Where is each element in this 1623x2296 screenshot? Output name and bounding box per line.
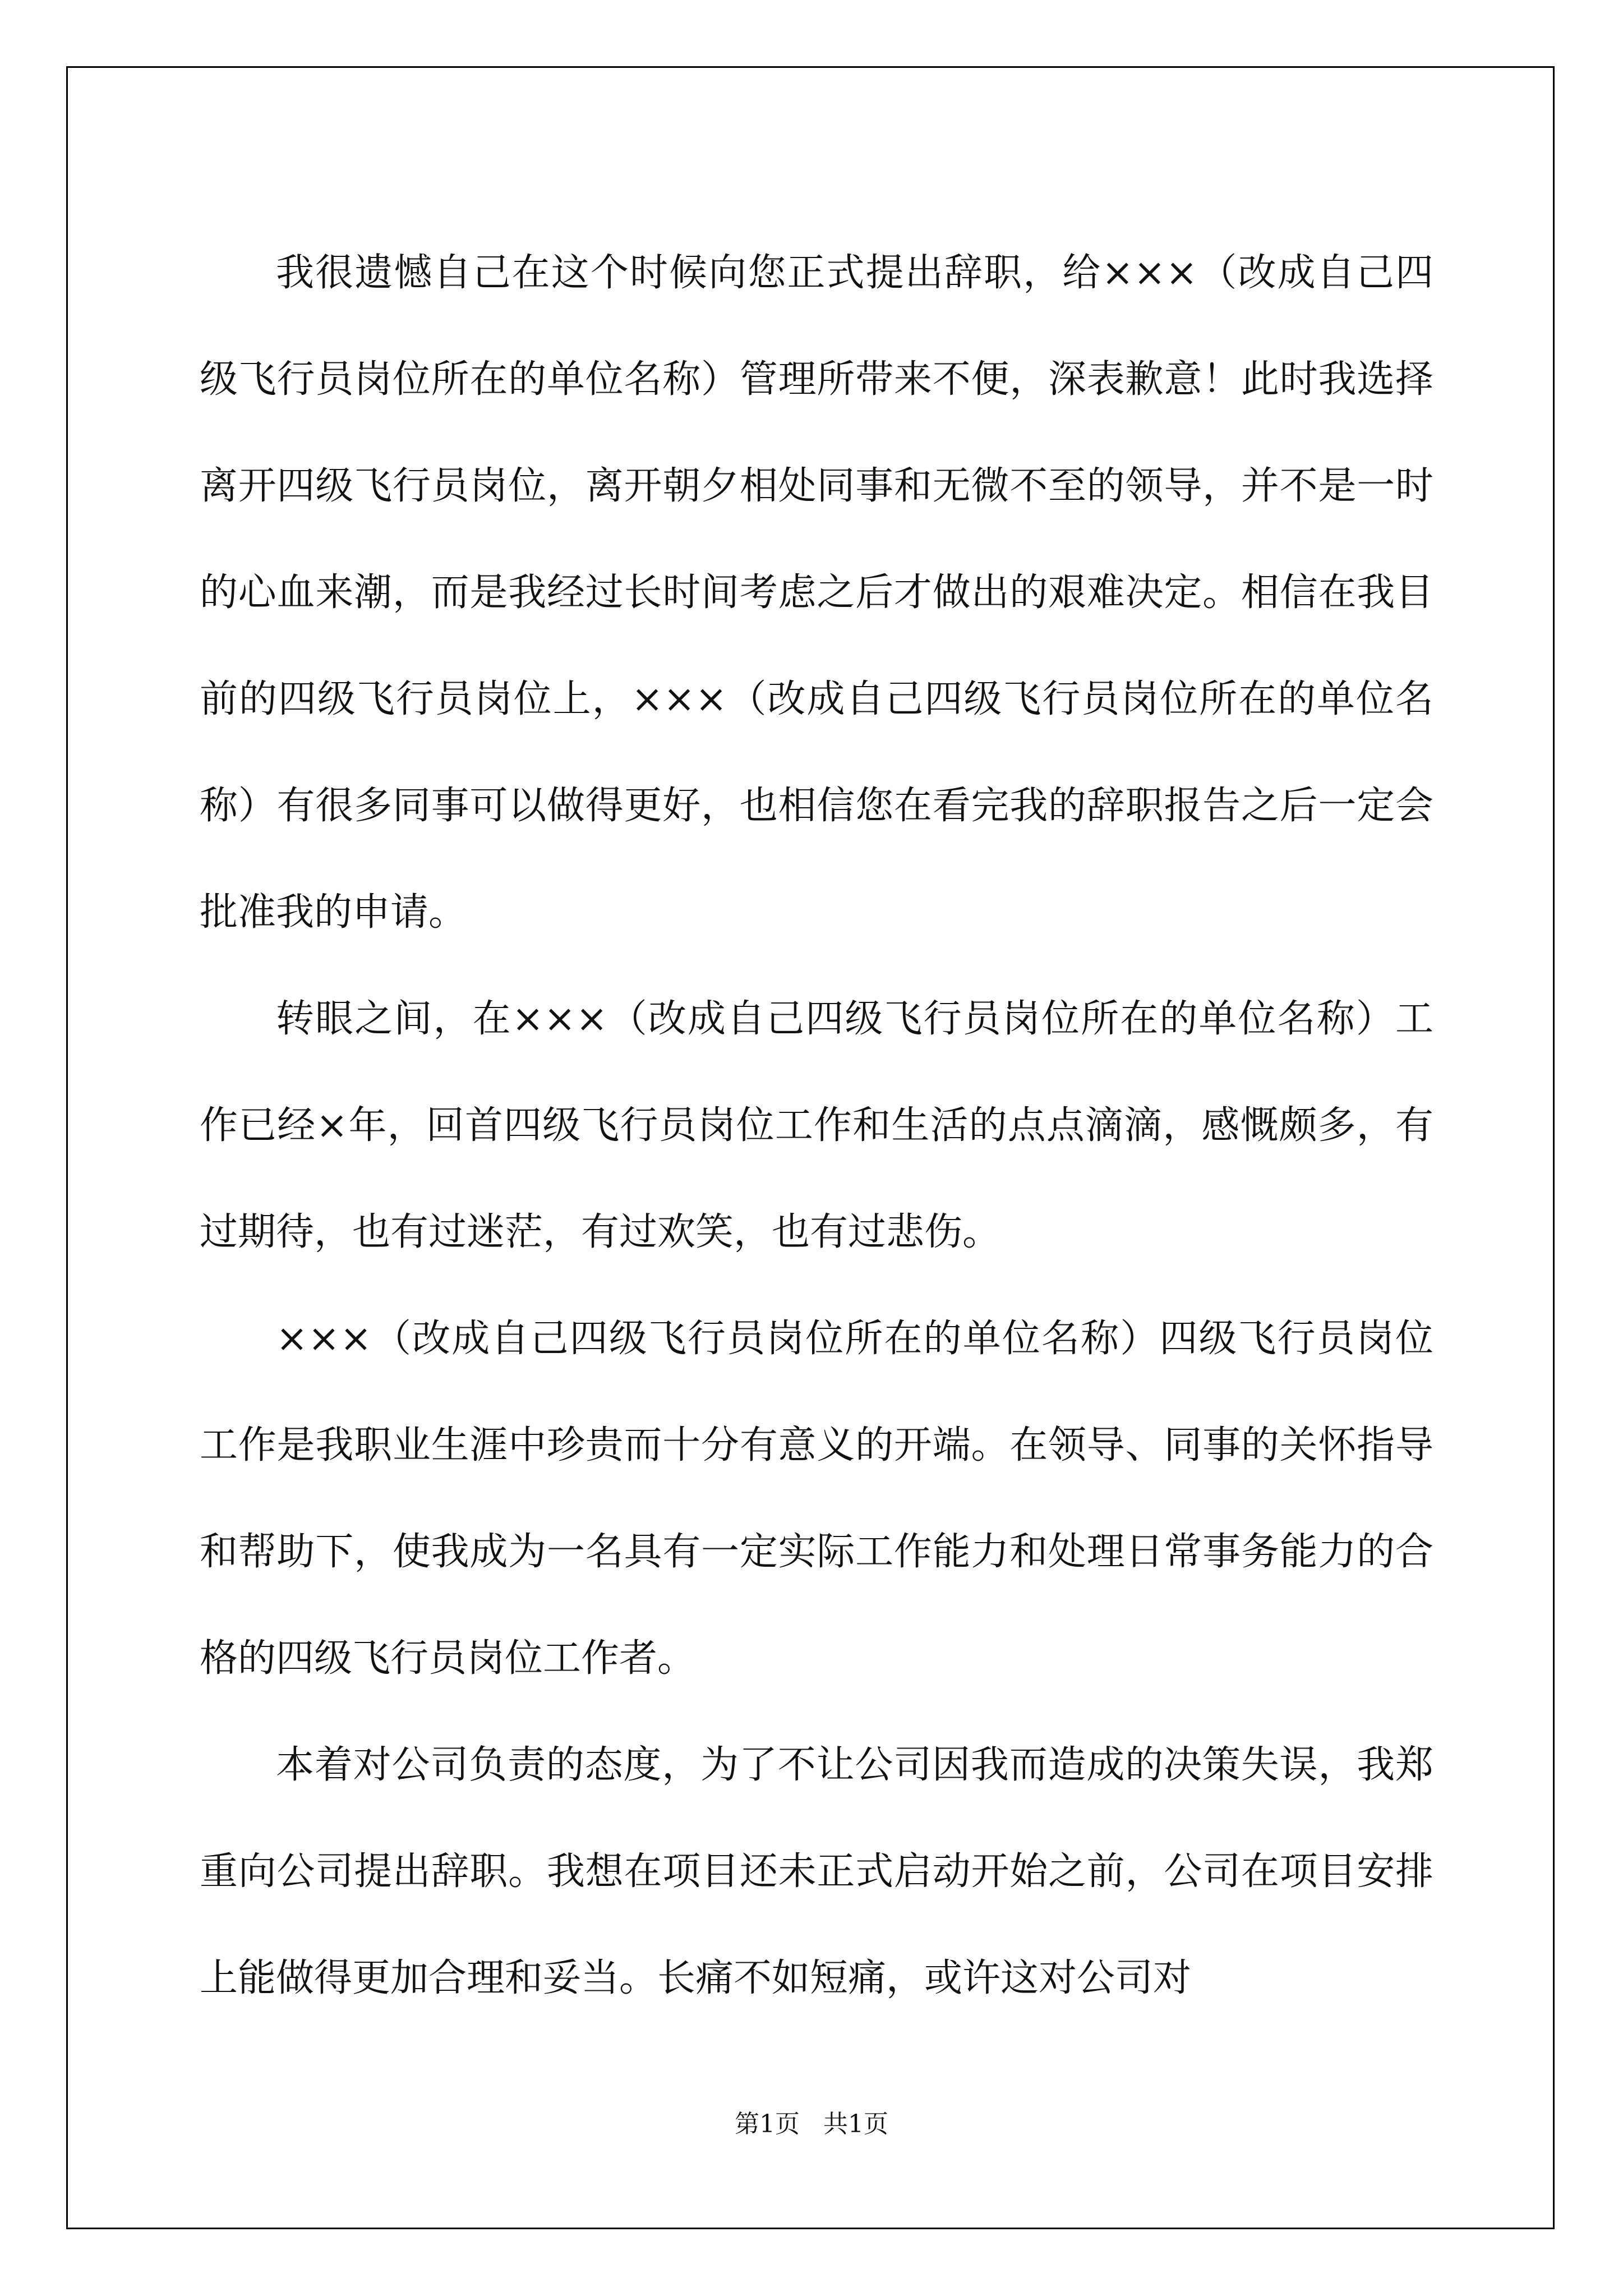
paragraph-3: ×××（改成自己四级飞行员岗位所在的单位名称）四级飞行员岗位工作是我职业生涯中珍贵而十分有意义的开端。在领导、同事的关怀指导和帮助下，使我成为一名具有一定实际工作能力和处理日常事务能力的合格的四级飞行员岗位工作者。 bbox=[200, 1317, 1433, 1681]
document-body bbox=[200, 220, 1433, 2032]
page-footer: 第1页 共1页 bbox=[735, 2110, 888, 2138]
paragraph-1: 我很遗憾自己在这个时候向您正式提出辞职，给×××（改成自己四级飞行员岗位所在的单位名称）管理所带来不便，深表歉意！此时我选择离开四级飞行员岗位，离开朝夕相处同事和无微不至的领导，并不是一时的心血来潮，而是我经过长时间考虑之后才做出的艰难决定。相信在我目前的四级飞行员岗位上，×××（改成自己四级飞行员岗位所在的单位名称）有很多同事可以做得更好，也相信您在看完我的辞职报告之后一定会批准我的申请。 bbox=[200, 251, 1433, 935]
paragraph-2: 转眼之间，在×××（改成自己四级飞行员岗位所在的单位名称）工作已经×年，回首四级飞行员岗位工作和生活的点点滴滴，感慨颇多，有过期待，也有过迷茫，有过欢笑，也有过悲伤。 bbox=[200, 997, 1433, 1254]
paragraph-4: 本着对公司负责的态度，为了不让公司因我而造成的决策失误，我郑重向公司提出辞职。我想在项目还未正式启动开始之前，公司在项目安排上能做得更加合理和妥当。长痛不如短痛，或许这对公司对 bbox=[200, 1743, 1433, 2000]
